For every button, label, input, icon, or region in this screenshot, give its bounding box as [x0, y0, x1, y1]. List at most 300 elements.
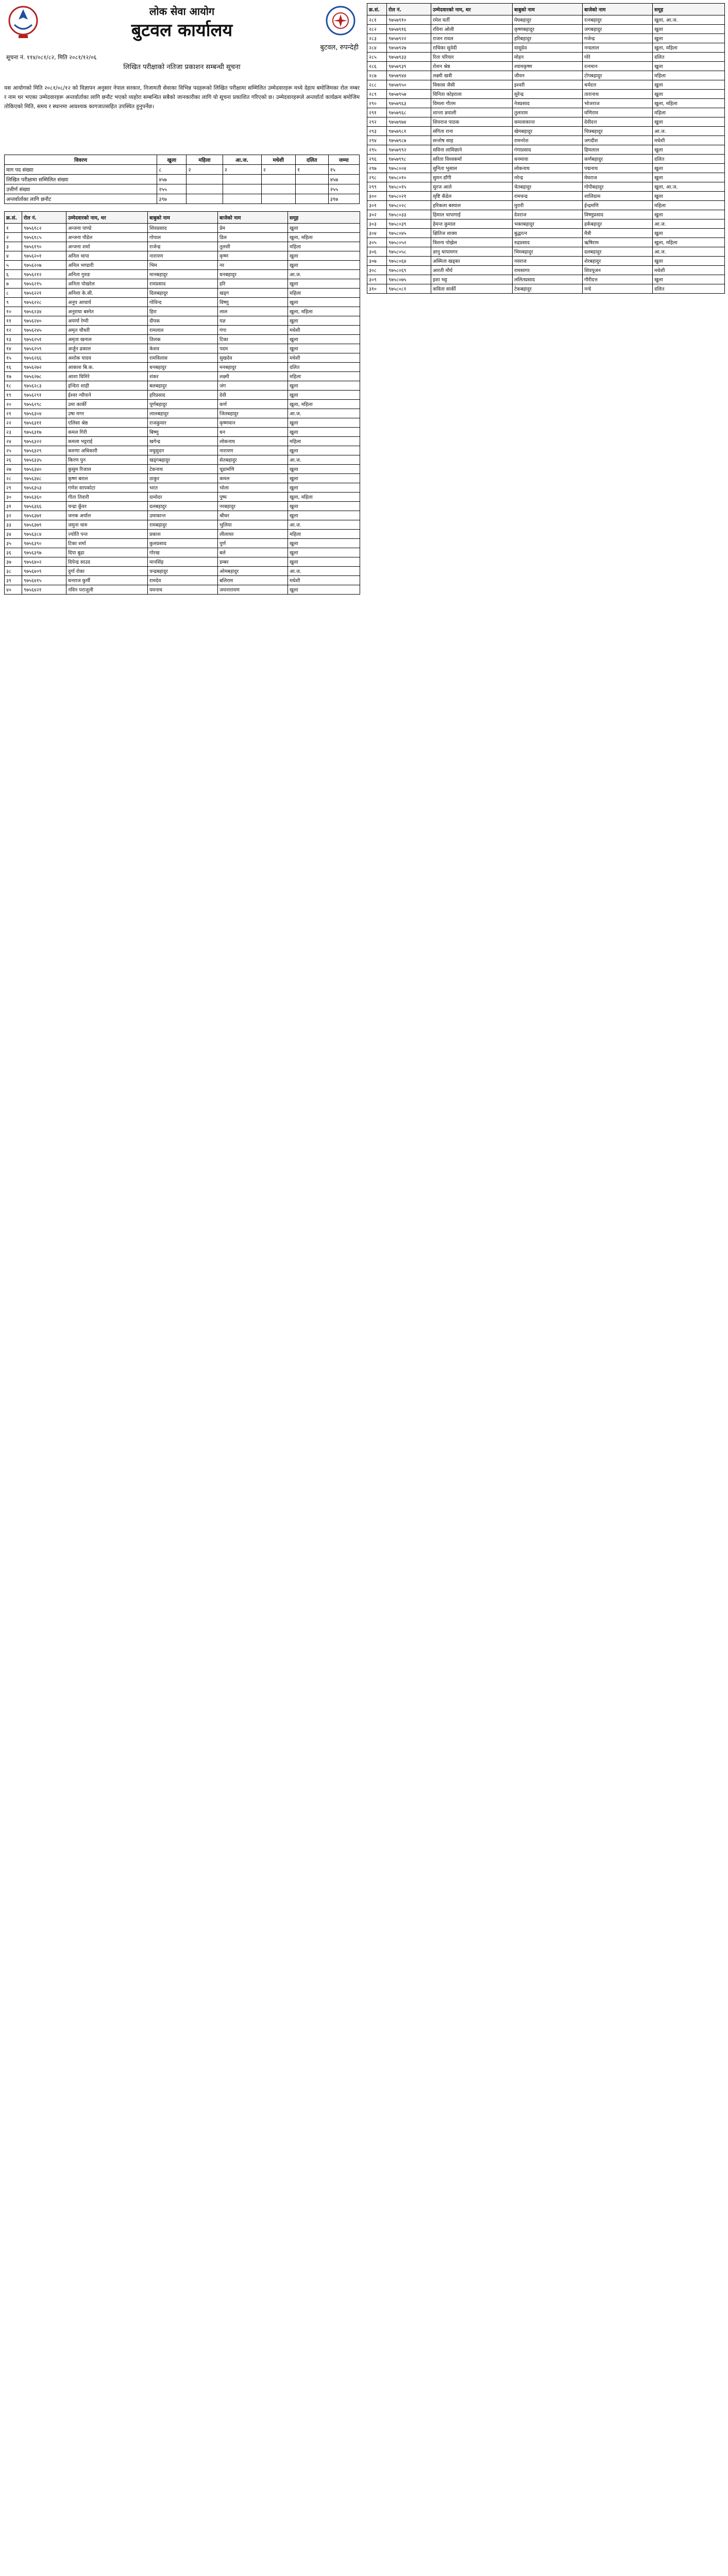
table-row	[5, 372, 360, 381]
group-cell: दलित	[288, 363, 360, 372]
summary-header-row	[5, 155, 360, 165]
results-body-left	[5, 224, 360, 595]
table-row	[367, 34, 725, 43]
group-cell: खुला	[653, 192, 725, 201]
grandfather-name-cell: ओमबहादुर	[218, 567, 288, 576]
grandfather-name-cell: बले	[218, 548, 288, 557]
candidate-name-cell: विमला गौतम	[431, 99, 513, 108]
grandfather-name-cell: धनबहादुर	[218, 270, 288, 279]
candidate-name-cell: सुनिता भुसाल	[431, 164, 513, 173]
summary-cell	[187, 175, 223, 184]
candidate-name-cell: हिमाल चापागाई	[431, 210, 513, 219]
table-row	[367, 99, 725, 108]
group-cell: खुला, महिला	[288, 400, 360, 409]
table-row	[5, 307, 360, 316]
grandfather-name-cell: मेघराज	[583, 173, 653, 182]
roll-number-cell: ९७५६२९८	[22, 400, 66, 409]
serial-cell: ९	[5, 298, 22, 307]
father-name-cell: दिलबहादुर	[148, 289, 218, 298]
roll-number-cell: ९७५७९४४	[387, 71, 431, 80]
candidate-name-cell: अनिता गुरुङ	[66, 270, 148, 279]
serial-cell: २९९	[367, 182, 387, 192]
roll-number-cell: ९७५६३०४	[22, 409, 66, 418]
roll-number-cell: ९७५७९१०	[387, 15, 431, 25]
summary-cell	[187, 194, 223, 204]
candidate-name-cell: अनिता पोखरेल	[66, 279, 148, 289]
roll-number-cell: ९७५८०५२	[387, 238, 431, 247]
roll-number-cell: ९७५६२५९	[22, 344, 66, 353]
column-header: क्र.सं.	[5, 212, 22, 224]
candidate-name-cell: अन्जना पौडेल	[66, 233, 148, 242]
serial-cell: ३४	[5, 530, 22, 539]
column-header: बाबुको नाम	[148, 212, 218, 224]
summary-cell: २५५	[157, 184, 187, 194]
roll-number-cell: ९७५८०३९	[387, 219, 431, 229]
summary-cell	[223, 175, 261, 184]
table-row	[5, 539, 360, 548]
serial-cell: २२	[5, 418, 22, 428]
candidate-name-cell: जमुना थारु	[66, 520, 148, 530]
table-row	[367, 173, 725, 182]
father-name-cell: रामविलास	[148, 353, 218, 363]
roll-number-cell: ९७५७९९२	[387, 145, 431, 155]
candidate-name-cell: सृष्टि कँडेल	[431, 192, 513, 201]
candidate-name-cell: दुर्गा रोका	[66, 567, 148, 576]
table-row	[5, 511, 360, 520]
father-name-cell: टेकबहादुर	[513, 284, 583, 294]
group-cell: खुला	[288, 316, 360, 326]
grandfather-name-cell: ऋषिराम	[583, 238, 653, 247]
grandfather-name-cell: जितबहादुर	[218, 409, 288, 418]
summary-cell	[261, 184, 295, 194]
candidate-name-cell: अनिल थापा	[66, 251, 148, 261]
summary-cell: माग पद संख्या	[5, 165, 157, 175]
column-header: समूह	[288, 212, 360, 224]
father-name-cell: धनमाया	[513, 155, 583, 164]
group-cell: खुला, महिला	[653, 99, 725, 108]
table-row	[367, 90, 725, 99]
grandfather-name-cell: लीलाधर	[218, 530, 288, 539]
group-cell: खुला, आ.ज.	[653, 15, 725, 25]
candidate-name-cell: सुमन डाँगी	[431, 173, 513, 182]
serial-cell: २	[5, 233, 22, 242]
summary-cell: १५	[328, 165, 359, 175]
father-name-cell: देवराज	[513, 210, 583, 219]
group-cell: खुला	[653, 229, 725, 238]
candidate-name-cell: करुणा अधिकारी	[66, 446, 148, 455]
group-cell: खुला, आ.ज.	[653, 182, 725, 192]
roll-number-cell: ९७५७९७४	[387, 117, 431, 127]
serial-cell: ७	[5, 279, 22, 289]
father-name-cell: चन्द्रबहादुर	[148, 567, 218, 576]
father-name-cell: भरत	[148, 483, 218, 493]
table-row	[5, 557, 360, 567]
candidate-name-cell: उषा मगर	[66, 409, 148, 418]
grandfather-name-cell: चूडामणि	[218, 465, 288, 474]
table-row	[367, 127, 725, 136]
group-cell: महिला	[653, 71, 725, 80]
candidate-name-cell: जनक अर्याल	[66, 511, 148, 520]
father-name-cell: धनबहादुर	[148, 363, 218, 372]
summary-cell	[295, 175, 328, 184]
father-name-cell: नवराज	[513, 257, 583, 266]
candidate-name-cell: आशा घिमिरे	[66, 372, 148, 381]
candidate-name-cell: कमल गिरी	[66, 428, 148, 437]
candidate-name-cell: धनराज कुर्मी	[66, 576, 148, 585]
candidate-name-cell: विकास जैसी	[431, 80, 513, 90]
serial-cell: ३५	[5, 539, 22, 548]
group-cell: खुला	[288, 224, 360, 233]
summary-table	[4, 155, 360, 204]
father-name-cell: गोपाल	[148, 233, 218, 242]
serial-cell: ३१०	[367, 284, 387, 294]
grandfather-name-cell: गोरे	[583, 53, 653, 62]
group-cell: महिला	[288, 242, 360, 251]
group-cell: खुला	[288, 585, 360, 595]
grandfather-name-cell: यज्ञ	[218, 316, 288, 326]
summary-cell: २	[223, 165, 261, 175]
group-cell: खुला	[653, 164, 725, 173]
father-name-cell: तिलक	[148, 335, 218, 344]
table-row	[5, 520, 360, 530]
serial-cell: २९०	[367, 99, 387, 108]
table-row	[367, 284, 725, 294]
roll-number-cell: ९७५८०४५	[387, 229, 431, 238]
roll-number-cell: ९७५६२३४	[22, 307, 66, 316]
summary-header-cell: जम्मा	[328, 155, 359, 165]
table-row	[5, 261, 360, 270]
grandfather-name-cell: गोपीबहादुर	[583, 182, 653, 192]
group-cell: खुला, महिला	[288, 493, 360, 502]
candidate-name-cell: कविता सार्की	[431, 284, 513, 294]
serial-cell: ३१	[5, 502, 22, 511]
grandfather-name-cell: मैत्री	[583, 229, 653, 238]
group-cell: खुला	[288, 344, 360, 353]
grandfather-name-cell: नारायण	[218, 446, 288, 455]
grandfather-name-cell: दलबहादुर	[583, 247, 653, 257]
serial-cell: २९८	[367, 173, 387, 182]
table-row	[5, 242, 360, 251]
father-name-cell: रुद्रप्रसाद	[513, 238, 583, 247]
group-cell: खुला	[288, 465, 360, 474]
roll-number-cell: ९७५८००४	[387, 164, 431, 173]
candidate-name-cell: हेमन्त कुमाल	[431, 219, 513, 229]
roll-number-cell: ९७५७९८१	[387, 127, 431, 136]
candidate-name-cell: सरिता विश्वकर्मा	[431, 155, 513, 164]
serial-cell: २८३	[367, 34, 387, 43]
candidate-name-cell: आकाश बि.क.	[66, 363, 148, 372]
table-row	[5, 418, 360, 428]
serial-cell: १८	[5, 381, 22, 391]
serial-cell: २७	[5, 465, 22, 474]
candidate-name-cell: रोशन श्रेष्ठ	[431, 62, 513, 71]
summary-cell	[223, 194, 261, 204]
candidate-name-cell: अमृता खनाल	[66, 335, 148, 344]
grandfather-name-cell: टिका	[218, 335, 288, 344]
table-row	[5, 344, 360, 353]
father-name-cell: यमनाथ	[148, 585, 218, 595]
father-name-cell: गोविन्द	[148, 298, 218, 307]
father-name-cell: रामलाल	[148, 326, 218, 335]
serial-cell: ३०५	[367, 238, 387, 247]
candidate-name-cell: सविना लामिछाने	[431, 145, 513, 155]
summary-row	[5, 175, 360, 184]
group-cell: खुला	[288, 251, 360, 261]
candidate-name-cell: किरण पुन	[66, 455, 148, 465]
candidate-name-cell: कृष्ण बराल	[66, 474, 148, 483]
candidate-name-cell: आरती मौर्य	[431, 266, 513, 275]
group-cell: खुला, महिला	[653, 43, 725, 53]
table-row	[5, 455, 360, 465]
table-row	[367, 71, 725, 80]
father-name-cell: उमाकान्त	[148, 511, 218, 520]
serial-cell: २८४	[367, 43, 387, 53]
father-name-cell: कमलाकान्त	[513, 117, 583, 127]
serial-cell: १५	[5, 353, 22, 363]
grandfather-name-cell: भुलिया	[218, 520, 288, 530]
grandfather-name-cell: धन	[218, 428, 288, 437]
father-name-cell: मोहन	[513, 53, 583, 62]
group-cell: खुला	[653, 34, 725, 43]
father-name-cell: रामदेव	[148, 576, 218, 585]
roll-number-cell: ९७५६२७२	[22, 363, 66, 372]
grandfather-name-cell: डम्बर	[218, 557, 288, 567]
column-header: रोल नं.	[387, 4, 431, 15]
column-header: उम्मेदवारको नाम, थर	[66, 212, 148, 224]
roll-number-cell: ९७५६१९०	[22, 242, 66, 251]
grandfather-name-cell: शेरबहादुर	[583, 257, 653, 266]
group-cell: दलित	[653, 155, 725, 164]
group-cell: आ.ज.	[288, 520, 360, 530]
group-cell: खुला	[653, 210, 725, 219]
father-name-cell: मानसिंह	[148, 557, 218, 567]
father-name-cell: केशव	[148, 344, 218, 353]
grandfather-name-cell: जयनारायण	[218, 585, 288, 595]
father-name-cell: भिम	[148, 261, 218, 270]
candidate-name-cell: अनुराधा बस्नेत	[66, 307, 148, 316]
grandfather-name-cell: सुखदेव	[218, 353, 288, 363]
father-name-cell: चेतबहादुर	[513, 182, 583, 192]
candidate-name-cell: क्षितिज शाक्य	[431, 229, 513, 238]
grandfather-name-cell: भोला	[218, 483, 288, 493]
summary-cell	[223, 184, 261, 194]
serial-cell: २०	[5, 400, 22, 409]
group-cell: आ.ज.	[288, 270, 360, 279]
group-cell: खुला	[288, 261, 360, 270]
table-row	[367, 229, 725, 238]
grandfather-name-cell: श्रीधर	[218, 511, 288, 520]
grandfather-name-cell: कृष्णमान	[218, 418, 288, 428]
table-row	[5, 493, 360, 502]
group-cell: खुला	[288, 335, 360, 344]
candidate-name-cell: संगिता राना	[431, 127, 513, 136]
group-cell: आ.ज.	[653, 219, 725, 229]
serial-cell: २४	[5, 437, 22, 446]
roll-number-cell: ९७५८०२१	[387, 192, 431, 201]
candidate-name-cell: कुसुम रिजाल	[66, 465, 148, 474]
table-row	[367, 43, 725, 53]
column-header: बाजेको नाम	[218, 212, 288, 224]
grandfather-name-cell: पदम	[218, 344, 288, 353]
serial-cell: ३७	[5, 557, 22, 567]
roll-number-cell: ९७५६४२१	[22, 585, 66, 595]
roll-number-cell: ९७५६३८४	[22, 530, 66, 539]
grandfather-name-cell: विष्णु	[218, 298, 288, 307]
office-name: बुटवल कार्यालय	[131, 20, 233, 41]
roll-number-cell: ९७५८०३३	[387, 210, 431, 219]
father-name-cell: राजेन्द्र	[148, 242, 218, 251]
table-row	[367, 257, 725, 266]
table-row	[367, 53, 725, 62]
roll-number-cell: ९७५६२२८	[22, 298, 66, 307]
results-header-row	[367, 4, 725, 15]
summary-cell: २	[261, 165, 295, 175]
roll-number-cell: ९७५६३७१	[22, 511, 66, 520]
serial-cell: २८१	[367, 15, 387, 25]
table-row	[367, 25, 725, 34]
serial-cell: ३८	[5, 567, 22, 576]
father-name-cell: बलबहादुर	[148, 381, 218, 391]
candidate-name-cell: टिका शर्मा	[66, 539, 148, 548]
summary-row	[5, 184, 360, 194]
candidate-name-cell: ज्योति पन्त	[66, 530, 148, 539]
father-name-cell: मधुसुदन	[148, 446, 218, 455]
roll-number-cell: ९७५६३९०	[22, 539, 66, 548]
table-row	[367, 164, 725, 173]
roll-number-cell: ९७५६३१७	[22, 428, 66, 437]
candidate-name-cell: अर्जुन ढकाल	[66, 344, 148, 353]
roll-number-cell: ९७५७९५७	[387, 90, 431, 99]
candidate-name-cell: रिता परियार	[431, 53, 513, 62]
column-header: बाबुको नाम	[513, 4, 583, 15]
serial-cell: २१	[5, 409, 22, 418]
father-name-cell: जीवन	[513, 71, 583, 80]
father-name-cell: खड्गबहादुर	[148, 455, 218, 465]
father-name-cell: कृष्णबहादुर	[513, 25, 583, 34]
group-cell: आ.ज.	[288, 567, 360, 576]
father-name-cell: पूर्णबहादुर	[148, 400, 218, 409]
summary-cell	[261, 194, 295, 204]
roll-number-cell: ९७५८०८१	[387, 284, 431, 294]
serial-cell: २८९	[367, 90, 387, 99]
grandfather-name-cell: देवीदत्त	[583, 117, 653, 127]
father-name-cell: रामप्रसाद	[148, 279, 218, 289]
serial-cell: १०	[5, 307, 22, 316]
candidate-name-cell: ज्ञानु थापामगर	[431, 247, 513, 257]
serial-cell: २८	[5, 474, 22, 483]
group-cell: खुला	[288, 483, 360, 493]
roll-number-cell: ९७५६३३५	[22, 455, 66, 465]
summary-cell	[261, 175, 295, 184]
roll-number-cell: ९७५६२०१	[22, 251, 66, 261]
summary-header-cell: महिला	[187, 155, 223, 165]
table-row	[5, 576, 360, 585]
serial-cell: २९१	[367, 108, 387, 117]
column-header: समूह	[653, 4, 725, 15]
commission-name: लोक सेवा आयोग	[149, 5, 215, 18]
grandfather-name-cell: देवी	[218, 391, 288, 400]
grandfather-name-cell: धर्मदत्त	[583, 80, 653, 90]
table-row	[5, 353, 360, 363]
table-row	[5, 409, 360, 418]
grandfather-name-cell: डिल	[218, 233, 288, 242]
roll-number-cell: ९७५६३६०	[22, 493, 66, 502]
father-name-cell: ललितप्रसाद	[513, 275, 583, 284]
group-cell: मधेशी	[653, 136, 725, 145]
table-row	[367, 136, 725, 145]
table-row	[5, 298, 360, 307]
serial-cell: ३०२	[367, 210, 387, 219]
group-cell: खुला	[653, 117, 725, 127]
grandfather-name-cell: गंगा	[218, 326, 288, 335]
summary-row	[5, 194, 360, 204]
grandfather-name-cell: तारानाथ	[583, 90, 653, 99]
summary-cell: २	[187, 165, 223, 175]
group-cell: खुला	[288, 391, 360, 400]
notice-title: लिखित परीक्षाको नतिजा प्रकाशन सम्बन्धी सूचना	[123, 63, 241, 71]
table-row	[367, 182, 725, 192]
group-cell: खुला	[288, 279, 360, 289]
serial-cell: २८७	[367, 71, 387, 80]
father-name-cell: नेत्रप्रसाद	[513, 99, 583, 108]
father-name-cell: मेघबहादुर	[513, 15, 583, 25]
group-cell: महिला	[653, 201, 725, 210]
father-name-cell: रामसागर	[513, 266, 583, 275]
table-row	[367, 201, 725, 210]
candidate-name-cell: अपर्णा रेग्मी	[66, 316, 148, 326]
table-row	[5, 326, 360, 335]
serial-cell: २८२	[367, 25, 387, 34]
group-cell: खुला	[288, 474, 360, 483]
group-cell: दलित	[653, 53, 725, 62]
candidate-name-cell: अस्मिता खड्का	[431, 257, 513, 266]
father-name-cell: नरेन्द्र	[513, 173, 583, 182]
roll-number-cell: ९७५६४०२	[22, 557, 66, 567]
grandfather-name-cell: ईन्द्रमणि	[583, 201, 653, 210]
table-row	[5, 465, 360, 474]
grandfather-name-cell: गजेन्द्र	[583, 34, 653, 43]
serial-cell: ३०३	[367, 219, 387, 229]
father-name-cell: गंगाप्रसाद	[513, 145, 583, 155]
candidate-name-cell: रमेश घर्ती	[431, 15, 513, 25]
candidate-name-cell: अन्जना शर्मा	[66, 242, 148, 251]
father-name-cell: रामचन्द्र	[513, 192, 583, 201]
candidate-name-cell: अनिशा के.सी.	[66, 289, 148, 298]
table-row	[5, 567, 360, 576]
table-row	[367, 219, 725, 229]
table-row	[5, 391, 360, 400]
roll-number-cell: ९७५६२७८	[22, 372, 66, 381]
serial-cell: ३०७	[367, 257, 387, 266]
father-name-cell: भिमबहादुर	[513, 247, 583, 257]
father-name-cell: श्यामकृष्ण	[513, 62, 583, 71]
grandfather-name-cell: चित्रबहादुर	[583, 127, 653, 136]
group-cell: खुला	[653, 145, 725, 155]
group-cell: मधेशी	[288, 326, 360, 335]
roll-number-cell: ९७५७९६८	[387, 108, 431, 117]
grandfather-name-cell: विष्णुप्रसाद	[583, 210, 653, 219]
group-cell: खुला	[288, 418, 360, 428]
father-name-cell: मुरारी	[513, 201, 583, 210]
grandfather-name-cell: जंग	[218, 381, 288, 391]
candidate-name-cell: ईश्वर न्यौपाने	[66, 391, 148, 400]
roll-number-cell: ९७५७९५०	[387, 80, 431, 90]
roll-number-cell: ९७५७९२७	[387, 43, 431, 53]
group-cell: खुला, महिला	[288, 233, 360, 242]
father-name-cell: रामबहादुर	[148, 520, 218, 530]
table-row	[367, 145, 725, 155]
grandfather-name-cell: तुलसी	[218, 242, 288, 251]
